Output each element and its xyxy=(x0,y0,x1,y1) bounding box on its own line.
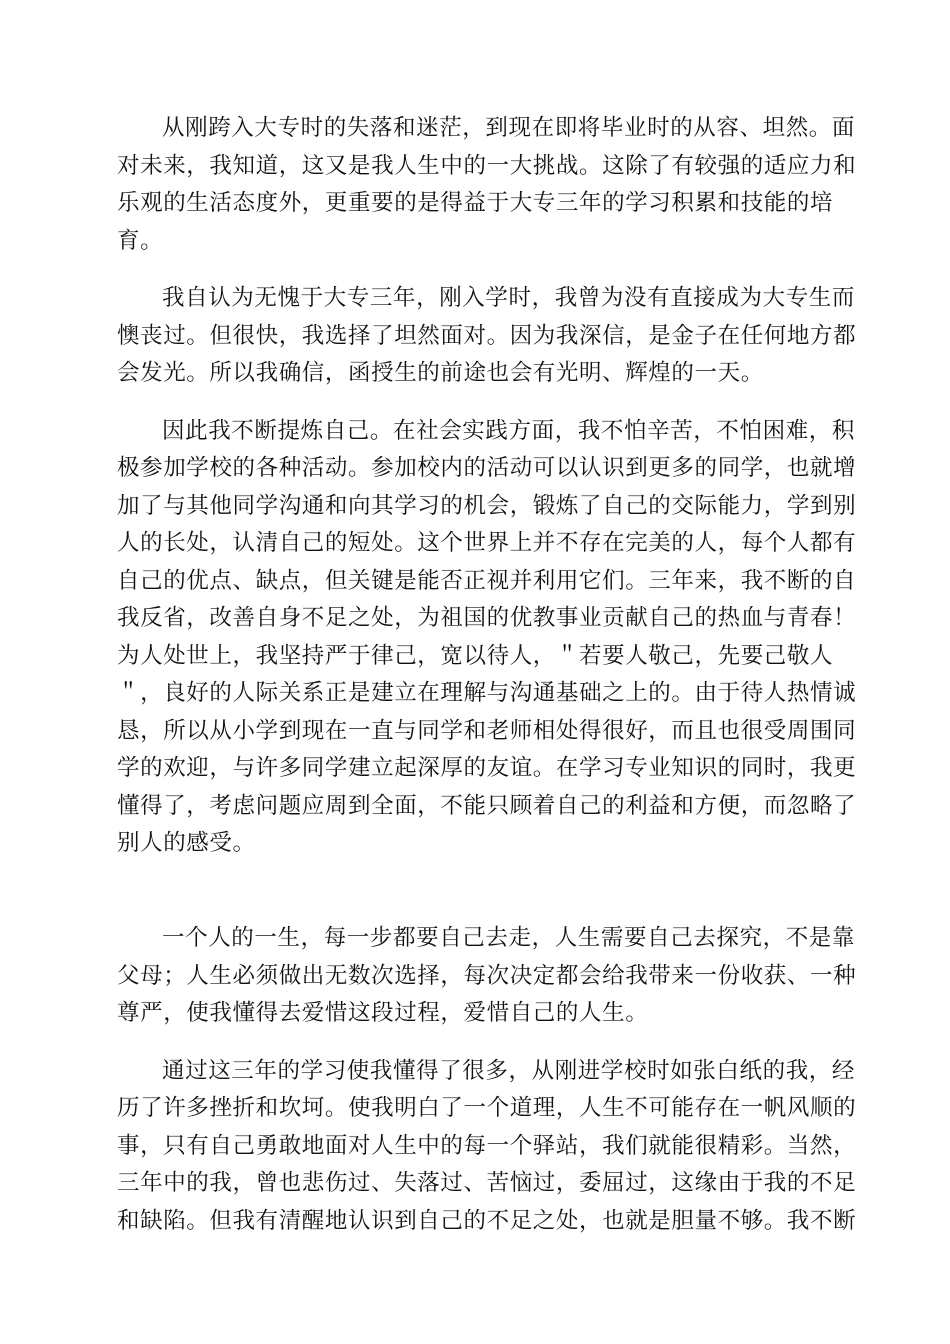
text-line: 父母；人生必须做出无数次选择，每次决定都会给我带来一份收获、一种 xyxy=(117,962,857,989)
text-line: 我自认为无愧于大专三年，刚入学时，我曾为没有直接成为大专生而 xyxy=(162,285,856,311)
text-line: 一个人的一生，每一步都要自己去走，人生需要自己去探究，不是靠 xyxy=(162,925,856,951)
paragraph-spacer xyxy=(117,1033,837,1053)
text-line: 对未来，我知道，这又是我人生中的一大挑战。这除了有较强的适应力和 xyxy=(117,152,857,179)
text-line: 尊严，使我懂得去爱惜这段过程，爱惜自己的人生。 xyxy=(117,1000,649,1026)
text-line: 人的长处，认清自己的短处。这个世界上并不存在完美的人，每个人都有 xyxy=(117,530,857,556)
text-line: 懊丧过。但很快，我选择了坦然面对。因为我深信，是金子在任何地方都 xyxy=(117,322,857,349)
text-line: 事，只有自己勇敢地面对人生中的每一个驿站，我们就能很精彩。当然， xyxy=(117,1132,857,1159)
paragraph-4 xyxy=(117,920,857,1033)
text-line: 别人的感受。 xyxy=(117,830,256,856)
text-line: 自己的优点、缺点，但关键是能否正视并利用它们。三年来，我不断的自 xyxy=(117,567,857,594)
text-line: 因此我不断提炼自己。在社会实践方面，我不怕辛苦，不怕困难，积 xyxy=(162,417,856,444)
paragraph-1 xyxy=(117,110,857,260)
text-line: 和缺陷。但我有清醒地认识到自己的不足之处，也就是胆量不够。我不断 xyxy=(117,1207,857,1234)
text-line: 会发光。所以我确信，函授生的前途也会有光明、辉煌的一天。 xyxy=(117,360,764,386)
text-line: 育。 xyxy=(117,227,164,254)
text-line: 历了许多挫折和坎坷。使我明白了一个道理，人生不可能存在一帆风顺的 xyxy=(117,1095,857,1121)
paragraph-spacer xyxy=(117,393,837,413)
paragraph-spacer xyxy=(117,260,837,280)
text-line: 为人处世上，我坚持严于律己，宽以待人，＂若要人敬己，先要己敬人 xyxy=(117,642,834,669)
text-line: 三年中的我，曾也悲伤过、失落过、苦恼过，委屈过，这缘由于我的不足 xyxy=(117,1170,857,1196)
text-line: 懂得了，考虑问题应周到全面，不能只顾着自己的利益和方便，而忽略了 xyxy=(117,792,857,819)
paragraph-2 xyxy=(117,280,857,393)
text-line: 通过这三年的学习使我懂得了很多，从刚进学校时如张白纸的我，经 xyxy=(162,1057,856,1084)
text-line: 加了与其他同学沟通和向其学习的机会，锻炼了自己的交际能力，学到别 xyxy=(117,492,857,519)
paragraph-spacer xyxy=(117,900,837,920)
text-line: 我反省，改善自身不足之处，为祖国的优教事业贡献自己的热血与青春！ xyxy=(117,605,857,631)
paragraph-3 xyxy=(117,413,857,901)
text-line: 极参加学校的各种活动。参加校内的活动可以认识到更多的同学，也就增 xyxy=(117,455,857,481)
document-body xyxy=(117,110,857,1240)
text-line: 学的欢迎，与许多同学建立起深厚的友谊。在学习专业知识的同时，我更 xyxy=(117,755,857,781)
text-line: ＂，良好的人际关系正是建立在理解与沟通基础之上的。由于待人热情诚 xyxy=(117,680,857,706)
text-line: 乐观的生活态度外，更重要的是得益于大专三年的学习积累和技能的培 xyxy=(117,190,834,216)
text-line xyxy=(117,863,837,901)
text-line: 恳，所以从小学到现在一直与同学和老师相处得很好，而且也很受周围同 xyxy=(117,717,857,744)
paragraph-5 xyxy=(117,1053,857,1241)
text-line: 从刚跨入大专时的失落和迷茫，到现在即将毕业时的从容、坦然。面 xyxy=(162,115,856,141)
